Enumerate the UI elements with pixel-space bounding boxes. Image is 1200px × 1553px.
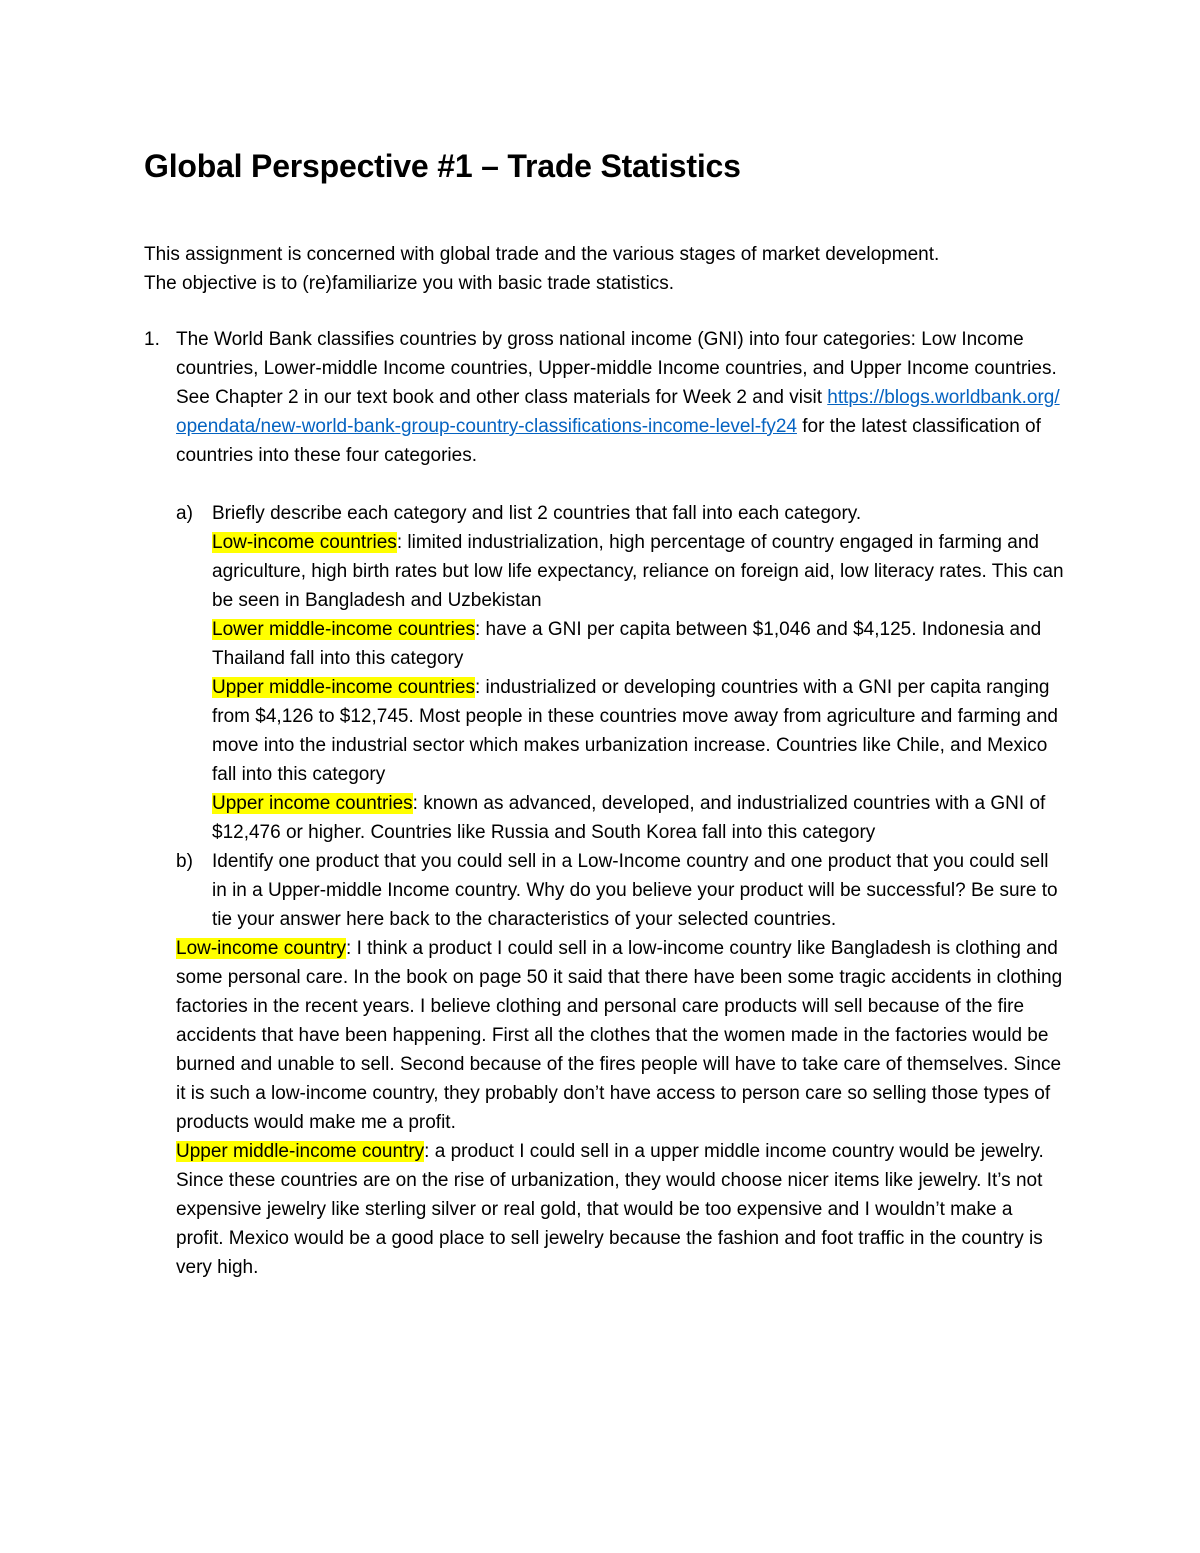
answer-a-lower-middle-income-text: : have a GNI per capita between $1,046 and $4,125. Indonesia and Thailand fall into this category bbox=[212, 619, 1042, 669]
sub-question-b-marker: b) bbox=[176, 851, 193, 872]
answer-b-low-income-text: : I think a product I could sell in a low-income country like Bangladesh is clothing and some personal care. In the book on page 50 it said that there have been some tragic accidents in clothing factories in the recent years. I believe clothing and personal care products will sell because of the fire accidents that have been happening. First all the clothes that the women made in the factories would be burned and unable to sell. Second because of the fires people will have to take care of themselves. Since it is such a low-income country, they probably don’t have access to person care so selling those types of products would make me a profit. bbox=[176, 938, 1063, 1133]
question-1-text bbox=[176, 325, 1064, 470]
intro-paragraph bbox=[144, 240, 1064, 298]
sub-question-a bbox=[176, 499, 1064, 847]
question-1-subitems bbox=[176, 499, 1064, 934]
answer-b-low-income bbox=[176, 934, 1064, 1137]
answer-a-upper-income-label: Upper income countries bbox=[212, 793, 413, 814]
question-list bbox=[144, 325, 1064, 1282]
answer-a-low-income-label: Low-income countries bbox=[212, 532, 397, 553]
answer-a-upper-middle-income bbox=[212, 673, 1064, 789]
worldbank-link[interactable]: https://blogs.worldbank.org/opendata/new-world-bank-group-country-classifications-income-level-fy24 bbox=[176, 387, 1060, 437]
sub-question-a-marker: a) bbox=[176, 503, 193, 524]
sub-question-a-text: Briefly describe each category and list 2 countries that fall into each category. bbox=[212, 503, 862, 524]
answer-a-low-income-text: : limited industrialization, high percentage of country engaged in farming and agriculture, high birth rates but low life expectancy, reliance on foreign aid, low literacy rates. This can be seen in Bangladesh and Uzbekistan bbox=[212, 532, 1064, 611]
answer-a-lower-middle-income bbox=[212, 615, 1064, 673]
answer-b-low-income-label: Low-income country bbox=[176, 938, 347, 959]
sub-question-b-text: Identify one product that you could sell in a Low-Income country and one product that you could sell in in a Upper-middle Income country. Why do you believe your product will be successful? Be sure to tie your answer here back to the characteristics of your selected countries. bbox=[212, 851, 1058, 930]
answer-b-upper-middle-income bbox=[176, 1137, 1064, 1282]
answer-a-upper-income-text: : known as advanced, developed, and industrialized countries with a GNI of $12,476 or higher. Countries like Russia and South Korea fall into this category bbox=[212, 793, 1046, 843]
intro-line-1: This assignment is concerned with global trade and the various stages of market development. bbox=[144, 244, 940, 265]
page-title: Global Perspective #1 – Trade Statistics bbox=[144, 148, 741, 184]
sub-question-b bbox=[176, 847, 1064, 934]
question-1-intro: The World Bank classifies countries by gross national income (GNI) into four categories: Low Income countries, Lower-middle Income countries, Upper-middle Income countries, and Upper Income countries. See Chapter 2 in our text book and other class materials for Week 2 and visit bbox=[176, 329, 1057, 408]
answer-a-upper-middle-income-label: Upper middle-income countries bbox=[212, 677, 475, 698]
answer-a-low-income bbox=[212, 528, 1064, 615]
question-1-number: 1. bbox=[144, 329, 160, 350]
question-1 bbox=[144, 325, 1064, 1282]
answer-a-lower-middle-income-label: Lower middle-income countries bbox=[212, 619, 475, 640]
intro-line-2: The objective is to (re)familiarize you with basic trade statistics. bbox=[144, 273, 675, 294]
answer-b-upper-middle-income-label: Upper middle-income country bbox=[176, 1141, 425, 1162]
answer-a-upper-middle-income-text: : industrialized or developing countries with a GNI per capita ranging from $4,126 to $12,745. Most people in these countries move away from agriculture and farming and move into the industrial sector which makes urbanization increase. Countries like Chile, and Mexico fall into this category bbox=[212, 677, 1058, 785]
question-1-outro: for the latest classification of countries into these four categories. bbox=[176, 416, 1041, 466]
answer-b-upper-middle-income-text: : a product I could sell in a upper middle income country would be jewelry. Since these countries are on the rise of urbanization, they would choose nicer items like jewelry. It’s not expensive jewelry like sterling silver or real gold, that would be too expensive and I wouldn’t make a profit. Mexico would be a good place to sell jewelry because the fashion and foot traffic in the country is very high. bbox=[176, 1141, 1044, 1278]
answer-a-upper-income bbox=[212, 789, 1064, 847]
